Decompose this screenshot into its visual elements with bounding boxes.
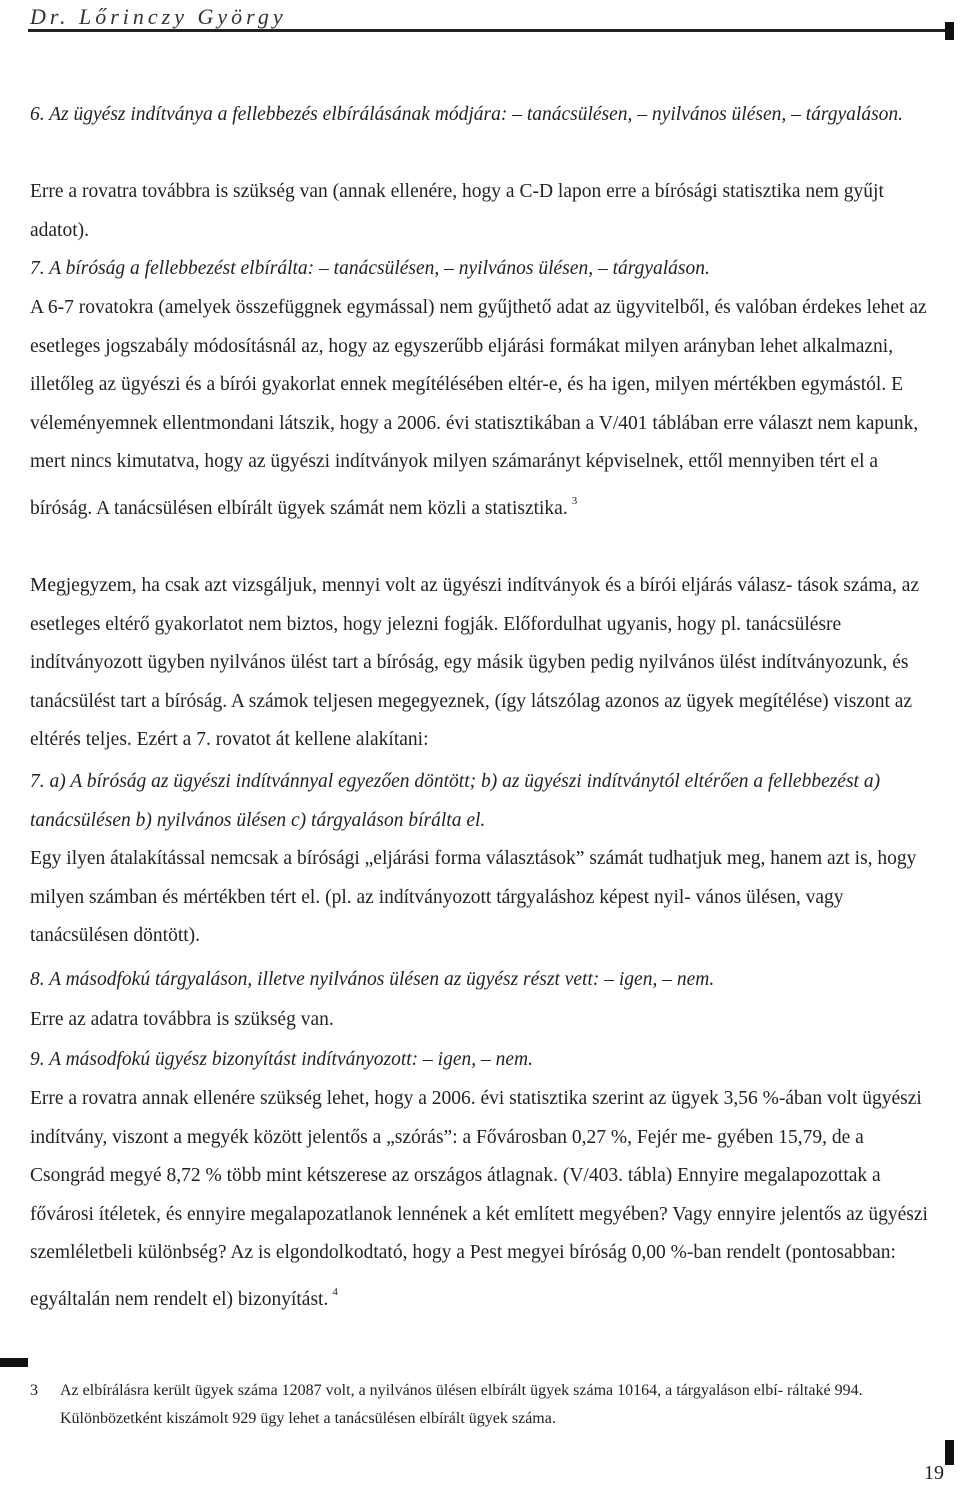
page-corner-mark bbox=[945, 1440, 954, 1465]
header-rule bbox=[28, 29, 953, 32]
running-header-author: Dr. Lőrinczy György bbox=[30, 4, 287, 29]
remark-paragraph: Megjegyzem, ha csak azt vizsgáljuk, mennyi volt az ügyészi indítványok és a bírói eljárás válasz- tások száma, az esetleges eltérő gyakorlatot nem biztos, hogy jelezni fogják. Előfordulhat ugyanis, hogy pl. tanácsülésre indítványozott ügyben nyilvános ülést tart a bíróság, egy másik ügyben pedig nyilvános ülést indítványozunk, és tanácsülést tart a bíróság. A számok teljesen megegyeznek, (így látszólag azonos az ügyek megítélése) viszont az eltérés teljes. Ezért a 7. rovatot át kellene alakítani: bbox=[30, 575, 920, 750]
item-8-question: 8. A másodfokú tárgyaláson, illetve nyilvános ülésen az ügyész részt vett: – igen, – nem. bbox=[30, 969, 715, 990]
footnote-separator-mark bbox=[0, 1358, 28, 1367]
item-9-comment bbox=[30, 1080, 930, 1319]
discussion-text: A 6-7 rovatokra (amelyek összefüggnek egymással) nem gyűjthető adat az ügyvitelből, és valóban érdekes lehet az esetleges jogszabály módosításnál az, hogy az egyszerűbb eljárási formákat milyen arányban lehet alkalmazni, illetőleg az ügyészi és a bírói gyakorlat ennek megítélésében eltér-e, és ha igen, milyen mértékben egymástól. E véleményemnek ellentmondani látszik, hogy a 2006. évi statisztikában a V/401 táblában erre választ nem kapunk, mert nincs kimutatva, hogy az ügyészi indítványok milyen számarányt képviselnek, ettől mennyiben tért el a bíróság. A tanácsülésen elbírált ügyek számát nem közli a statisztika. bbox=[30, 297, 927, 519]
header-corner-mark bbox=[945, 22, 954, 40]
item-6-question: 6. Az ügyész indítványa a fellebbezés elbírálásának módjára: – tanácsülésen, – nyilvános ülésen, – tárgyaláson. bbox=[30, 104, 904, 125]
item-6-7-discussion bbox=[30, 289, 930, 528]
item-6-comment: Erre a rovatra továbbra is szükség van (annak ellenére, hogy a C-D lapon erre a bírósági statisztika nem gyűjt adatot). bbox=[30, 181, 884, 241]
item-9-question: 9. A másodfokú ügyész bizonyítást indítványozott: – igen, – nem. bbox=[30, 1049, 533, 1070]
footnote-ref-4: 4 bbox=[332, 1285, 338, 1298]
proposal-explanation: Egy ilyen átalakítással nemcsak a bírósági „eljárási forma választások” számát tudhatjuk meg, hanem azt is, hogy milyen számban és mértékben tért el. (pl. az indítványozott tárgyaláshoz képest nyil- vános ülésen, vagy tanácsülésen döntött). bbox=[30, 848, 917, 946]
footnote-text: Az elbírálásra került ügyek száma 12087 volt, a nyilvános ülésen elbírált ügyek száma 10164, a tárgyaláson elbí- ráltaké 994. Különbözetként kiszámolt 929 ügy lehet a tanácsülésen elbírált ügyek száma. bbox=[60, 1382, 863, 1427]
item-8-comment: Erre az adatra továbbra is szükség van. bbox=[30, 1009, 334, 1030]
footnote-number: 3 bbox=[30, 1382, 38, 1399]
footnote-ref-3: 3 bbox=[571, 494, 578, 507]
item-7-proposal: 7. a) A bíróság az ügyészi indítvánnyal egyezően döntött; b) az ügyészi indítványtól eltérően a fellebbezést a) tanácsülésen b) nyilvános ülésen c) tárgyaláson bírálta el. bbox=[30, 771, 881, 831]
item-7-question: 7. A bíróság a fellebbezést elbírálta: – tanácsülésen, – nyilvános ülésen, – tárgyaláson. bbox=[30, 258, 710, 279]
page-number: 19 bbox=[924, 1462, 944, 1484]
item-9-comment-text: Erre a rovatra annak ellenére szükség lehet, hogy a 2006. évi statisztika szerint az ügyek 3,56 %-ában volt ügyészi indítvány, viszont a megyék között jelentős a „szórás”: a Fővárosban 0,27 %, Fejér me- gyében 15,79, de a Csongrád megyé 8,72 % több mint kétszerese az országos átlagnak. (V/403. tábla) Ennyire megalapozottak a fővárosi ítéletek, és ennyire megalapozatlanok lennének a két említett megyében? Vagy ennyire jelentős az ügyészi szemléletbeli különbség? Az is elgondolkodtató, hogy a Pest megyei bíróság 0,00 %-ban rendelt (pontosabban: egyáltalán nem rendelt el) bizonyítást. bbox=[30, 1088, 928, 1310]
